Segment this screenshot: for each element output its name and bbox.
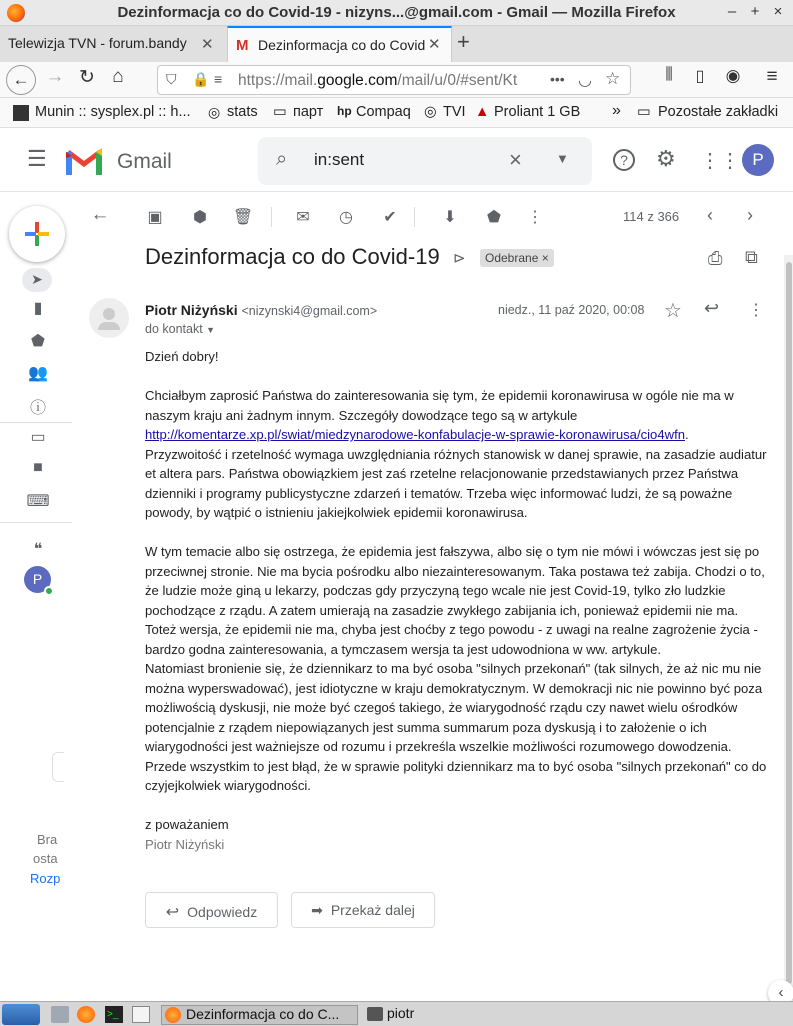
rail-divider xyxy=(0,422,72,423)
taskbar-window-label: Dezinformacja co do C... xyxy=(186,1006,340,1022)
url-text[interactable]: https://mail.google.com/mail/u/0/#sent/Kt xyxy=(238,72,518,89)
apps-grid-icon[interactable]: ⋮⋮ xyxy=(700,150,740,172)
more-actions-icon[interactable]: ⋮ xyxy=(527,209,543,226)
importance-marker-icon[interactable]: ⊳ xyxy=(453,250,466,267)
avatar-head-icon xyxy=(103,308,115,320)
account-avatar[interactable]: P xyxy=(742,144,774,176)
reply-arrow-icon: ↩ xyxy=(165,904,180,921)
file-manager-icon[interactable] xyxy=(51,1006,69,1023)
join-meeting-icon[interactable]: ■ xyxy=(33,459,43,476)
greeting: Dzień dobry! xyxy=(145,349,219,364)
forward-icon[interactable]: → xyxy=(45,66,65,87)
close-tab-icon[interactable]: ✕ xyxy=(428,36,441,53)
globe-icon: ◎ xyxy=(424,104,437,120)
reply-icon[interactable]: ↩ xyxy=(704,298,720,318)
clear-search-icon[interactable]: × xyxy=(509,147,522,172)
keyboard-icon[interactable]: ⌨ xyxy=(26,493,50,510)
tab-label: Telewizja TVN - forum.bandy xyxy=(8,35,187,51)
print-icon[interactable]: ⎙ xyxy=(708,248,723,268)
recipient-line[interactable] xyxy=(145,322,215,336)
label-chip xyxy=(480,249,554,267)
rail-stub-link[interactable]: Rozp xyxy=(30,871,61,886)
forward-button[interactable] xyxy=(291,892,435,928)
bookmark-stats[interactable]: stats xyxy=(227,104,258,120)
sidebar-icon[interactable]: ▯ xyxy=(695,68,705,85)
label-icon[interactable]: ⬟ xyxy=(31,333,45,350)
paragraph-4: Natomiast bronienie się, że dziennikarz to ma być osoba "silnych przekonań" (tak silnych, że aż nic mu nie można wyperswadować), jest idiotyczne w kraju demokratycznym. W demokracji nic nie powinno być poza możliwością dyskusji, nie może być czegoś takiego, że wiarygodność rządu czy nawet wielu ośrodków potencjalnie z rządem niepowiązanych jest summa summarum poza dyskusją i to założenie o ich wiarygodności jest ważniejsze od rozumu i przekreśla wszelkie możliwości rozumowego dowodzenia. Przede wszystkim to jest błąd, że w sprawie polityki dziennikarz ma to być osoba "silnych przekonań" co do czyjejkolwiek wiarygodności. xyxy=(145,661,767,793)
folder-icon: ▭ xyxy=(637,104,651,120)
delete-icon[interactable]: 🗑 xyxy=(232,209,254,226)
search-input[interactable]: in:sent xyxy=(314,150,365,169)
signature: Piotr Niżyński xyxy=(145,836,225,852)
online-status-dot xyxy=(44,586,54,596)
tab-gmail[interactable] xyxy=(227,26,452,62)
search-box[interactable] xyxy=(258,137,592,185)
paragraph-2: Przyzwoitość i rzetelność wymaga uwzględniania różnych stanowisk w danej sprawie, na zasadzie audiatur et altera pars. Państwa obowiązkiem jest zaś rzetelne relacjonowanie przedstawianych przez Państwa dzienniki i programy publicystyczne zdarzeń i tematów. Trzeba więc informować ludzi, że są poważne powody, by wątpić o istnieniu jakiejkolwiek epidemii koronawirusa. xyxy=(145,446,767,520)
message-subject: Dezinformacja co do Covid-19 xyxy=(145,244,440,269)
search-options-icon[interactable]: ▼ xyxy=(556,151,569,166)
bookmarks-toolbar xyxy=(0,98,793,128)
munin-icon xyxy=(13,105,29,121)
folder-icon: ▭ xyxy=(273,104,287,120)
more-bookmarks-icon[interactable]: » xyxy=(612,102,621,119)
navigation-toolbar xyxy=(0,62,793,98)
globe-icon: ◎ xyxy=(208,104,221,120)
folder-icon xyxy=(367,1007,383,1021)
rail-stub-text: osta xyxy=(33,851,58,866)
back-icon[interactable]: ← xyxy=(6,65,36,95)
contacts-icon[interactable]: 👥 xyxy=(28,365,48,382)
maximize-button[interactable]: + xyxy=(750,3,760,20)
scrollbar-thumb[interactable] xyxy=(786,262,792,984)
taskbar-window-label: piotr xyxy=(387,1005,415,1021)
text-editor-icon[interactable] xyxy=(132,1006,150,1023)
star-icon[interactable]: ☆ xyxy=(664,300,682,322)
mark-unread-icon[interactable]: ✉ xyxy=(296,209,310,226)
compose-button[interactable] xyxy=(9,206,65,262)
paragraph-1: Chciałbym zaprosić Państwa do zainteresowania się tym, że epidemii koronawirusa w ogóle nie ma w naszym kraju ani żadnym innym. Szczegóły dowodzące tego są w artykule http://komentarze.xp.pl/swiat/miedzynarodowe-konfabulacje-w-sprawie-koronawirusa/cio4wfn. xyxy=(145,388,734,442)
bookmark-part[interactable]: парт xyxy=(293,104,324,120)
drafts-icon[interactable]: ▮ xyxy=(33,300,43,317)
add-task-icon[interactable]: ✔ xyxy=(383,209,397,226)
older-icon[interactable]: › xyxy=(747,205,753,225)
main-menu-icon[interactable]: ☰ xyxy=(27,146,47,171)
bookmark-tvi[interactable]: TVI xyxy=(443,104,466,120)
article-link[interactable]: http://komentarze.xp.pl/swiat/miedzynarodowe-konfabulacje-w-sprawie-koronawirusa/cio4wfn xyxy=(145,427,685,442)
account-icon[interactable]: ◉ xyxy=(725,66,741,85)
avatar-body-icon xyxy=(98,322,120,330)
message-counter: 114 z 366 xyxy=(623,209,680,224)
minimize-button[interactable]: – xyxy=(727,3,737,20)
open-new-window-icon[interactable]: ⧉ xyxy=(745,247,758,267)
start-menu-icon[interactable] xyxy=(2,1004,40,1025)
report-spam-icon[interactable]: ⬢ xyxy=(193,209,207,226)
sender-avatar xyxy=(89,298,129,338)
shield-icon[interactable]: ⛉ xyxy=(166,71,177,87)
bookmark-proliant[interactable]: Proliant 1 GB xyxy=(494,104,581,120)
rail-divider xyxy=(0,522,72,523)
remove-label-icon[interactable]: × xyxy=(541,251,549,265)
tab-tvn[interactable] xyxy=(0,26,225,62)
message-body xyxy=(145,347,767,854)
url-bar[interactable] xyxy=(157,65,631,95)
search-icon[interactable]: ⌕ xyxy=(276,148,288,170)
sender-line xyxy=(145,302,377,318)
back-to-list-icon[interactable]: ← xyxy=(90,204,110,225)
move-to-icon[interactable]: ⬇ xyxy=(443,209,457,226)
closing: z poważaniem xyxy=(145,817,229,832)
rail-expand-handle[interactable] xyxy=(52,752,64,782)
tab-label: Dezinformacja co do Covid xyxy=(258,37,426,53)
toolbar-divider xyxy=(271,207,272,227)
recipient-details-icon[interactable]: ▼ xyxy=(206,325,216,335)
taskbar-folder-window[interactable] xyxy=(363,1005,453,1025)
message-more-icon[interactable]: ⋮ xyxy=(748,302,764,319)
archive-icon[interactable]: ▣ xyxy=(147,209,163,226)
hp-icon: hp xyxy=(337,104,352,118)
home-icon[interactable]: ⌂ xyxy=(112,66,124,87)
close-tab-icon[interactable]: ✕ xyxy=(201,36,214,53)
gmail-wordmark: Gmail xyxy=(117,150,172,173)
permissions-icon[interactable]: ≡ xyxy=(214,71,223,87)
recipient-text: do kontakt xyxy=(145,322,203,336)
gmail-logo-icon[interactable] xyxy=(66,148,102,175)
bookmark-munin[interactable]: Munin :: sysplex.pl :: h... xyxy=(35,104,191,120)
gmail-favicon-icon: M xyxy=(236,37,249,54)
meet-video-icon[interactable]: ▭ xyxy=(30,429,46,446)
os-taskbar xyxy=(0,1001,793,1026)
window-titlebar xyxy=(0,0,793,26)
settings-gear-icon[interactable]: ⚙ xyxy=(656,146,676,171)
taskbar-firefox-window[interactable] xyxy=(161,1005,358,1025)
sender-email: <nizynski4@gmail.com> xyxy=(241,304,378,318)
labels-icon[interactable]: ⬟ xyxy=(487,209,501,226)
bookmark-compaq[interactable]: Compaq xyxy=(356,104,411,120)
proliant-icon: ▲ xyxy=(475,104,490,120)
reply-label: Odpowiedz xyxy=(187,904,258,920)
toolbar-divider xyxy=(414,207,415,227)
library-icon[interactable]: ⫼ xyxy=(665,66,673,83)
message-toolbar xyxy=(75,195,775,239)
message-date: niedz., 11 paź 2020, 00:08 xyxy=(498,303,645,317)
bookmark-star-icon[interactable]: ☆ xyxy=(605,69,621,88)
compose-plus-icon xyxy=(24,221,50,247)
sent-icon[interactable]: ➤ xyxy=(22,268,52,292)
paragraph-3: W tym temacie albo się ostrzega, że epidemia jest fałszywa, albo się o tym nie mówi i wówczas jest się po przeciwnej stronie. Nie ma bycia pośrodku albo niezainteresowanym. Taka postawa też zabija. Chodzi o to, że ludzie może giną u lekarzy, podczas gdy przyczyną tego wcale nie jest Covid-19, tylko zło ludzkie pochodzące z rządu. A zatem umierają na zasadzie zwykłego zabijania ich, ponieważ epidemii nie ma. Toteż wersja, że epidemii nie ma, chyba jest choćby z tego powodu - z uwagi na realne zagrożenie życia - bardzo godna zainteresowania, a tymczasem wersja ta jest udowodniona w ww. artykule. xyxy=(145,544,765,657)
lock-icon[interactable]: 🔒 xyxy=(192,71,210,87)
hangouts-icon[interactable]: ❝ xyxy=(33,541,43,558)
tab-strip xyxy=(0,26,793,62)
reload-icon[interactable]: ↻ xyxy=(79,67,95,88)
forward-label: Przekaż dalej xyxy=(330,902,415,918)
reply-button[interactable] xyxy=(145,892,278,928)
close-window-button[interactable]: × xyxy=(773,3,783,20)
gmail-header xyxy=(0,128,793,192)
pocket-icon[interactable]: ◡ xyxy=(578,72,592,89)
menu-icon[interactable]: ≡ xyxy=(766,66,778,87)
snooze-icon[interactable]: ◷ xyxy=(339,209,353,226)
label-chip-text: Odebrane xyxy=(485,251,539,265)
side-panel-toggle-icon[interactable]: ‹ xyxy=(768,980,793,1006)
newer-icon[interactable]: ‹ xyxy=(707,205,713,225)
page-actions-icon[interactable]: ••• xyxy=(550,71,565,87)
firefox-icon xyxy=(165,1007,181,1023)
new-tab-button[interactable]: + xyxy=(457,29,470,54)
terminal-icon[interactable]: >_ xyxy=(105,1006,123,1023)
forward-arrow-icon: ➡ xyxy=(311,902,323,918)
hangouts-avatar[interactable]: P xyxy=(24,566,51,593)
help-icon[interactable]: ? xyxy=(613,149,635,171)
window-title: Dezinformacja co do Covid-19 - nizyns...@gmail.com - Gmail — Mozilla Firefox xyxy=(117,4,676,21)
bookmark-other[interactable]: Pozostałe zakładki xyxy=(658,104,779,120)
firefox-launcher-icon[interactable] xyxy=(77,1006,95,1023)
info-icon[interactable]: ⓘ xyxy=(29,400,46,417)
sender-name[interactable]: Piotr Niżyński xyxy=(145,302,238,318)
rail-stub-text: Bra xyxy=(37,832,58,847)
